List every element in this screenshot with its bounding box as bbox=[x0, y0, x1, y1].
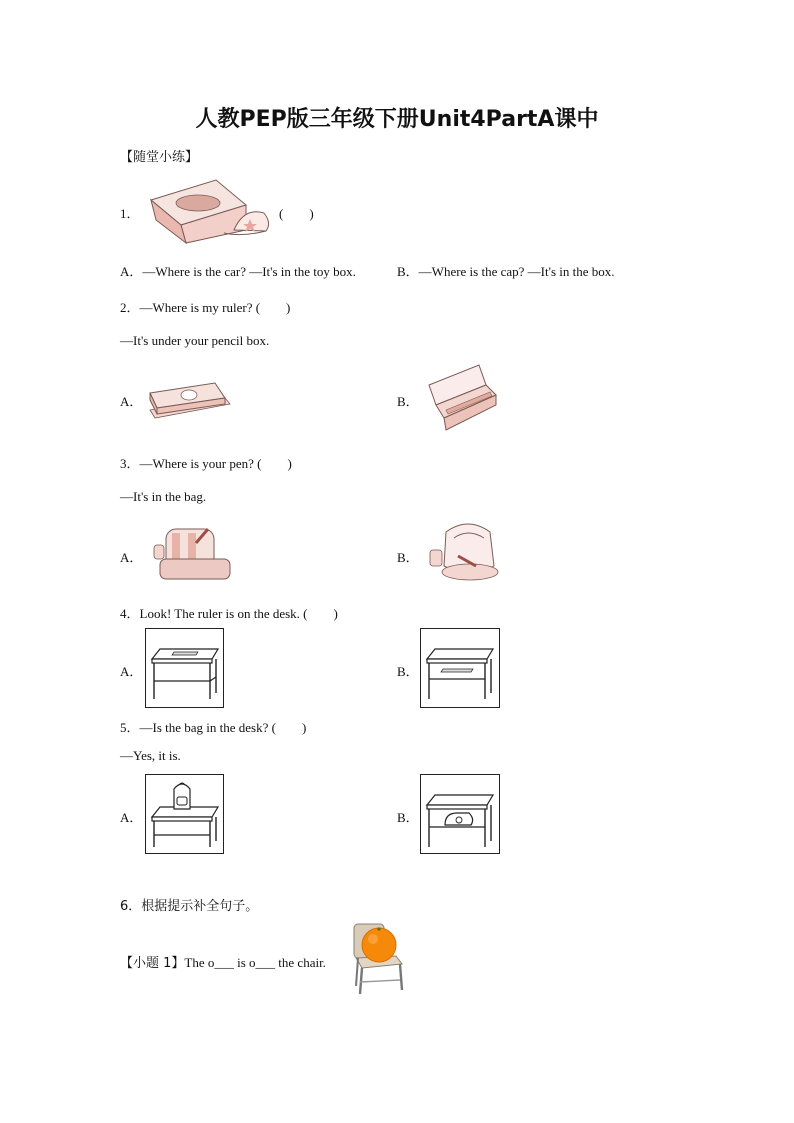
q6-subquestion bbox=[120, 952, 326, 971]
q3-answer-line: —It's in the bag. bbox=[120, 489, 207, 504]
q2-stem: 2．—Where is my ruler? ( ) bbox=[120, 300, 291, 315]
q5-answer-line: —Yes, it is. bbox=[120, 748, 181, 763]
ruler-on-desk-image bbox=[146, 629, 223, 707]
ruler-in-pencil-box-image bbox=[424, 360, 504, 435]
q1-option-a: A．—Where is the car? —It's in the toy box. bbox=[120, 264, 356, 279]
q3-option-b-label: B． bbox=[397, 550, 419, 565]
orange-on-chair-image bbox=[348, 920, 408, 1000]
ruler-in-desk-image bbox=[421, 629, 499, 707]
q5-stem: 5．—Is the bag in the desk? ( ) bbox=[120, 720, 307, 735]
q5-option-b-label: B． bbox=[397, 810, 419, 825]
q2-option-b-label: B． bbox=[397, 394, 419, 409]
q5-option-a-frame bbox=[145, 774, 224, 854]
bag-on-desk-image bbox=[146, 775, 223, 853]
toy-box-cap-image bbox=[146, 175, 276, 245]
q4-option-a-frame bbox=[145, 628, 224, 708]
q6-sub-label: 【小题 1】 bbox=[120, 956, 185, 971]
section-heading: 【随堂小练】 bbox=[120, 150, 199, 165]
pen-beside-bag-image bbox=[428, 516, 508, 590]
q3-stem: 3．—Where is your pen? ( ) bbox=[120, 456, 292, 471]
q2-answer-line: —It's under your pencil box. bbox=[120, 333, 270, 348]
q4-stem: 4．Look! The ruler is on the desk. ( ) bbox=[120, 606, 338, 621]
page-title: 人教PEP版三年级下册Unit4PartA课中 bbox=[195, 107, 599, 132]
pen-in-bag-image bbox=[152, 521, 236, 585]
ruler-under-pencil-box-image bbox=[145, 378, 235, 423]
q2-option-a-label: A． bbox=[120, 394, 143, 409]
q4-option-b-frame bbox=[420, 628, 500, 708]
q4-option-a-label: A． bbox=[120, 664, 143, 679]
bag-in-desk-image bbox=[421, 775, 499, 853]
q6-stem: 6．根据提示补全句子。 bbox=[120, 899, 259, 914]
q6-sentence: The o___ is o___ the chair. bbox=[184, 955, 326, 970]
q1-option-b: B．—Where is the cap? —It's in the box. bbox=[397, 264, 615, 279]
q3-option-a-label: A． bbox=[120, 550, 143, 565]
q5-option-b-frame bbox=[420, 774, 500, 854]
q1-number: 1． bbox=[120, 206, 140, 221]
q4-option-b-label: B． bbox=[397, 664, 419, 679]
q5-option-a-label: A． bbox=[120, 810, 143, 825]
q1-answer-blank: ( ) bbox=[279, 206, 314, 221]
